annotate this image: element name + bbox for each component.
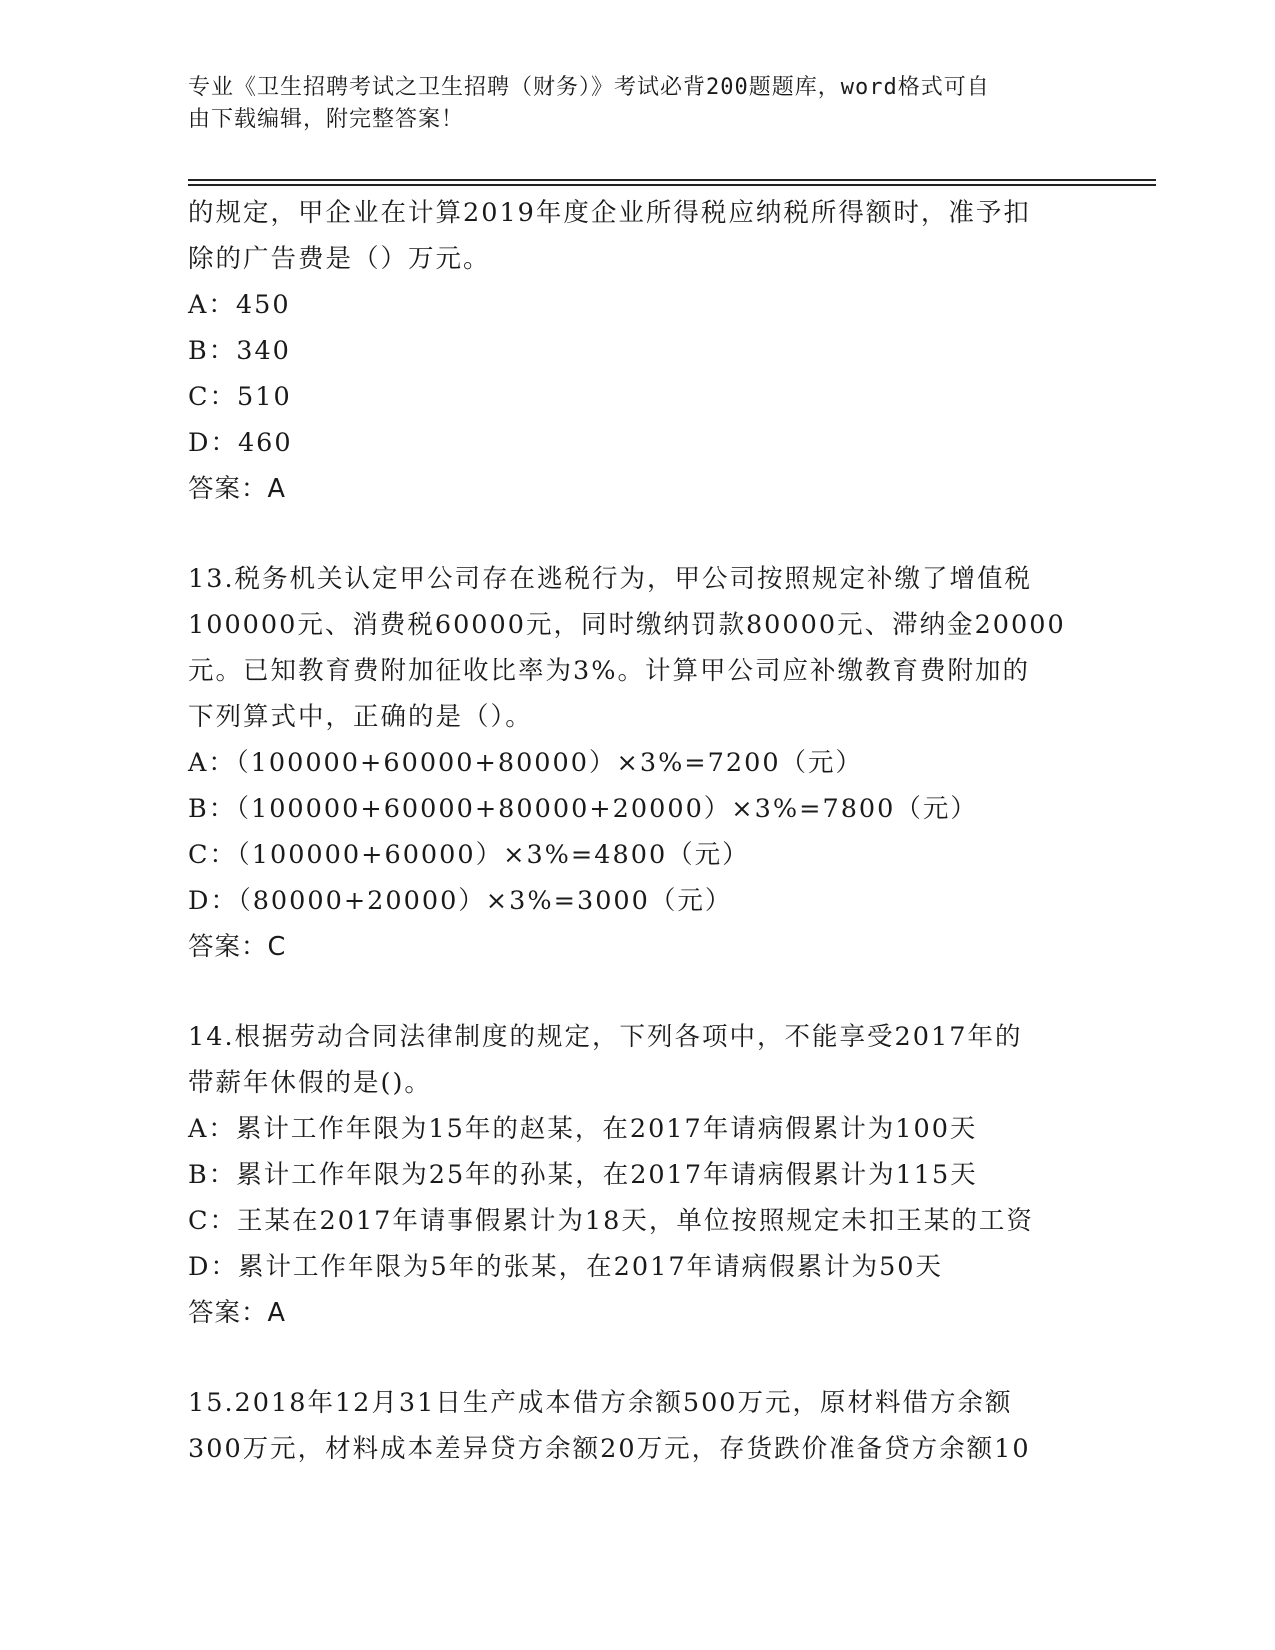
option-d: D：（80000+20000）×3%=3000（元） [188,886,733,916]
question-text-line: 除的广告费是（）万元。 [188,244,491,274]
header-line-2: 由下载编辑，附完整答案！ [188,107,465,132]
question-text-line: 的规定，甲企业在计算2019年度企业所得税应纳税所得额时，准予扣 [188,198,1031,228]
question-14 [188,1014,1088,1336]
option-c: C：（100000+60000）×3%=4800（元） [188,840,750,870]
option-b: B：（100000+60000+80000+20000）×3%=7800（元） [188,794,978,824]
question-12-continued [188,190,1088,512]
question-text-line: 300万元，材料成本差异贷方余额20万元，存货跌价准备贷方余额10 [188,1434,1031,1464]
question-text-line: 带薪年休假的是()。 [188,1068,432,1098]
answer-line: 答案：C [188,932,287,962]
spacer [188,970,1088,1014]
question-text-line: 14.根据劳动合同法律制度的规定，下列各项中，不能享受2017年的 [188,1022,1023,1052]
document-header [188,72,1068,136]
option-a: A：累计工作年限为15年的赵某，在2017年请病假累计为100天 [188,1114,978,1144]
option-c: C：王某在2017年请事假累计为18天，单位按照规定未扣王某的工资 [188,1206,1034,1236]
header-line-1: 专业《卫生招聘考试之卫生招聘（财务）》考试必背200题题库，word格式可自 [188,75,990,100]
question-13 [188,556,1088,970]
answer-line: 答案：A [188,1298,286,1328]
question-text-line: 元。已知教育费附加征收比率为3%。计算甲公司应补缴教育费附加的 [188,656,1030,686]
option-a: A：（100000+60000+80000）×3%=7200（元） [188,748,864,778]
option-b: B：340 [188,336,291,366]
question-text-line: 100000元、消费税60000元，同时缴纳罚款80000元、滞纳金20000 [188,610,1066,640]
option-d: D：累计工作年限为5年的张某，在2017年请病假累计为50天 [188,1252,944,1282]
answer-line: 答案：A [188,474,286,504]
spacer [188,512,1088,556]
option-b: B：累计工作年限为25年的孙某，在2017年请病假累计为115天 [188,1160,978,1190]
option-a: A：450 [188,290,291,320]
header-divider-top [188,179,1156,181]
question-text-line: 15.2018年12月31日生产成本借方余额500万元，原材料借方余额 [188,1388,1013,1418]
question-text-line: 下列算式中，正确的是（）。 [188,702,533,732]
question-text-line: 13.税务机关认定甲公司存在逃税行为，甲公司按照规定补缴了增值税 [188,564,1033,594]
option-d: D：460 [188,428,293,458]
question-15 [188,1380,1088,1472]
header-divider-bottom [188,184,1156,186]
option-c: C：510 [188,382,292,412]
spacer [188,1336,1088,1380]
document-body [188,190,1088,1472]
